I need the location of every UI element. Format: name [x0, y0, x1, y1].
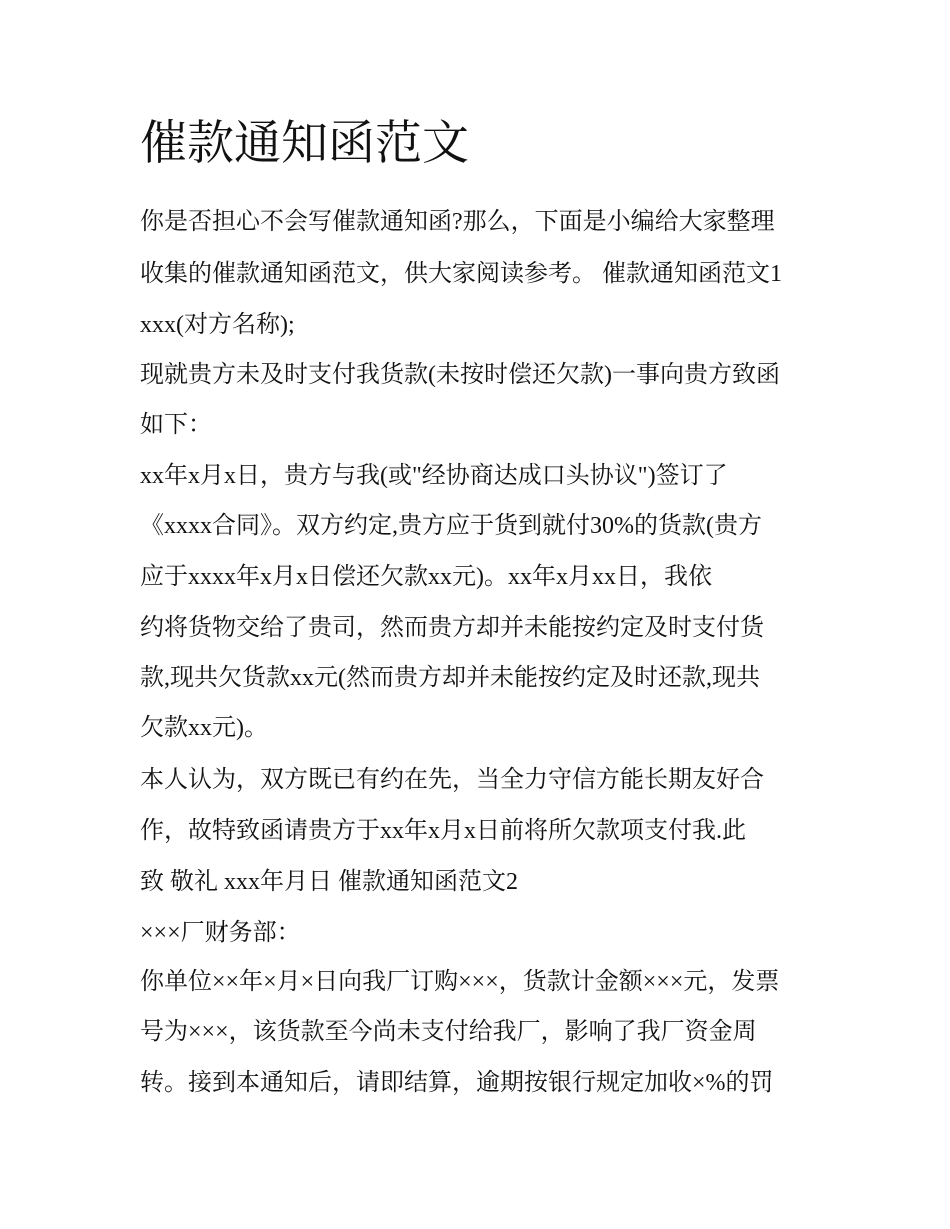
body-line: xxx(对方名称);: [140, 312, 295, 338]
body-line: 约将货物交给了贵司，然而贵方却并未能按约定及时支付货: [140, 615, 764, 641]
body-line: 如下：: [140, 412, 212, 438]
body-line: 应于xxxx年x月x日偿还欠款xx元)。xx年x月xx日，我依: [140, 564, 712, 590]
body-line: 欠款xx元)。: [140, 715, 268, 741]
page-title: 催款通知函范文: [140, 116, 469, 171]
body-line: ×××厂财务部：: [140, 920, 301, 946]
body-line: 本人认为，双方既已有约在先，当全力守信方能长期友好合: [140, 767, 764, 793]
body-line: 号为×××，该货款至今尚未支付给我厂，影响了我厂资金周: [140, 1019, 757, 1045]
body-line: 《xxxx合同》。双方约定,贵方应于货到就付30%的货款(贵方: [140, 513, 762, 539]
body-line: 收集的催款通知函范文，供大家阅读参考。 催款通知函范文1: [140, 261, 782, 287]
body-line: 你是否担心不会写催款通知函?那么，下面是小编给大家整理: [140, 209, 775, 235]
body-line: 现就贵方未及时支付我货款(未按时偿还欠款)一事向贵方致函: [140, 362, 780, 388]
body-line: 你单位××年×月×日向我厂订购×××，货款计金额×××元，发票: [140, 969, 780, 995]
body-line: 作，故特致函请贵方于xx年x月x日前将所欠款项支付我.此: [140, 818, 746, 844]
body-line: xx年x月x日，贵方与我(或"经协商达成口头协议")签订了: [140, 463, 728, 489]
body-line: 致 敬礼 xxx年月日 催款通知函范文2: [140, 869, 518, 895]
body-line: 转。接到本通知后，请即结算，逾期按银行规定加收×%的罚: [140, 1070, 774, 1096]
body-line: 款,现共欠货款xx元(然而贵方却并未能按约定及时还款,现共: [140, 665, 760, 691]
